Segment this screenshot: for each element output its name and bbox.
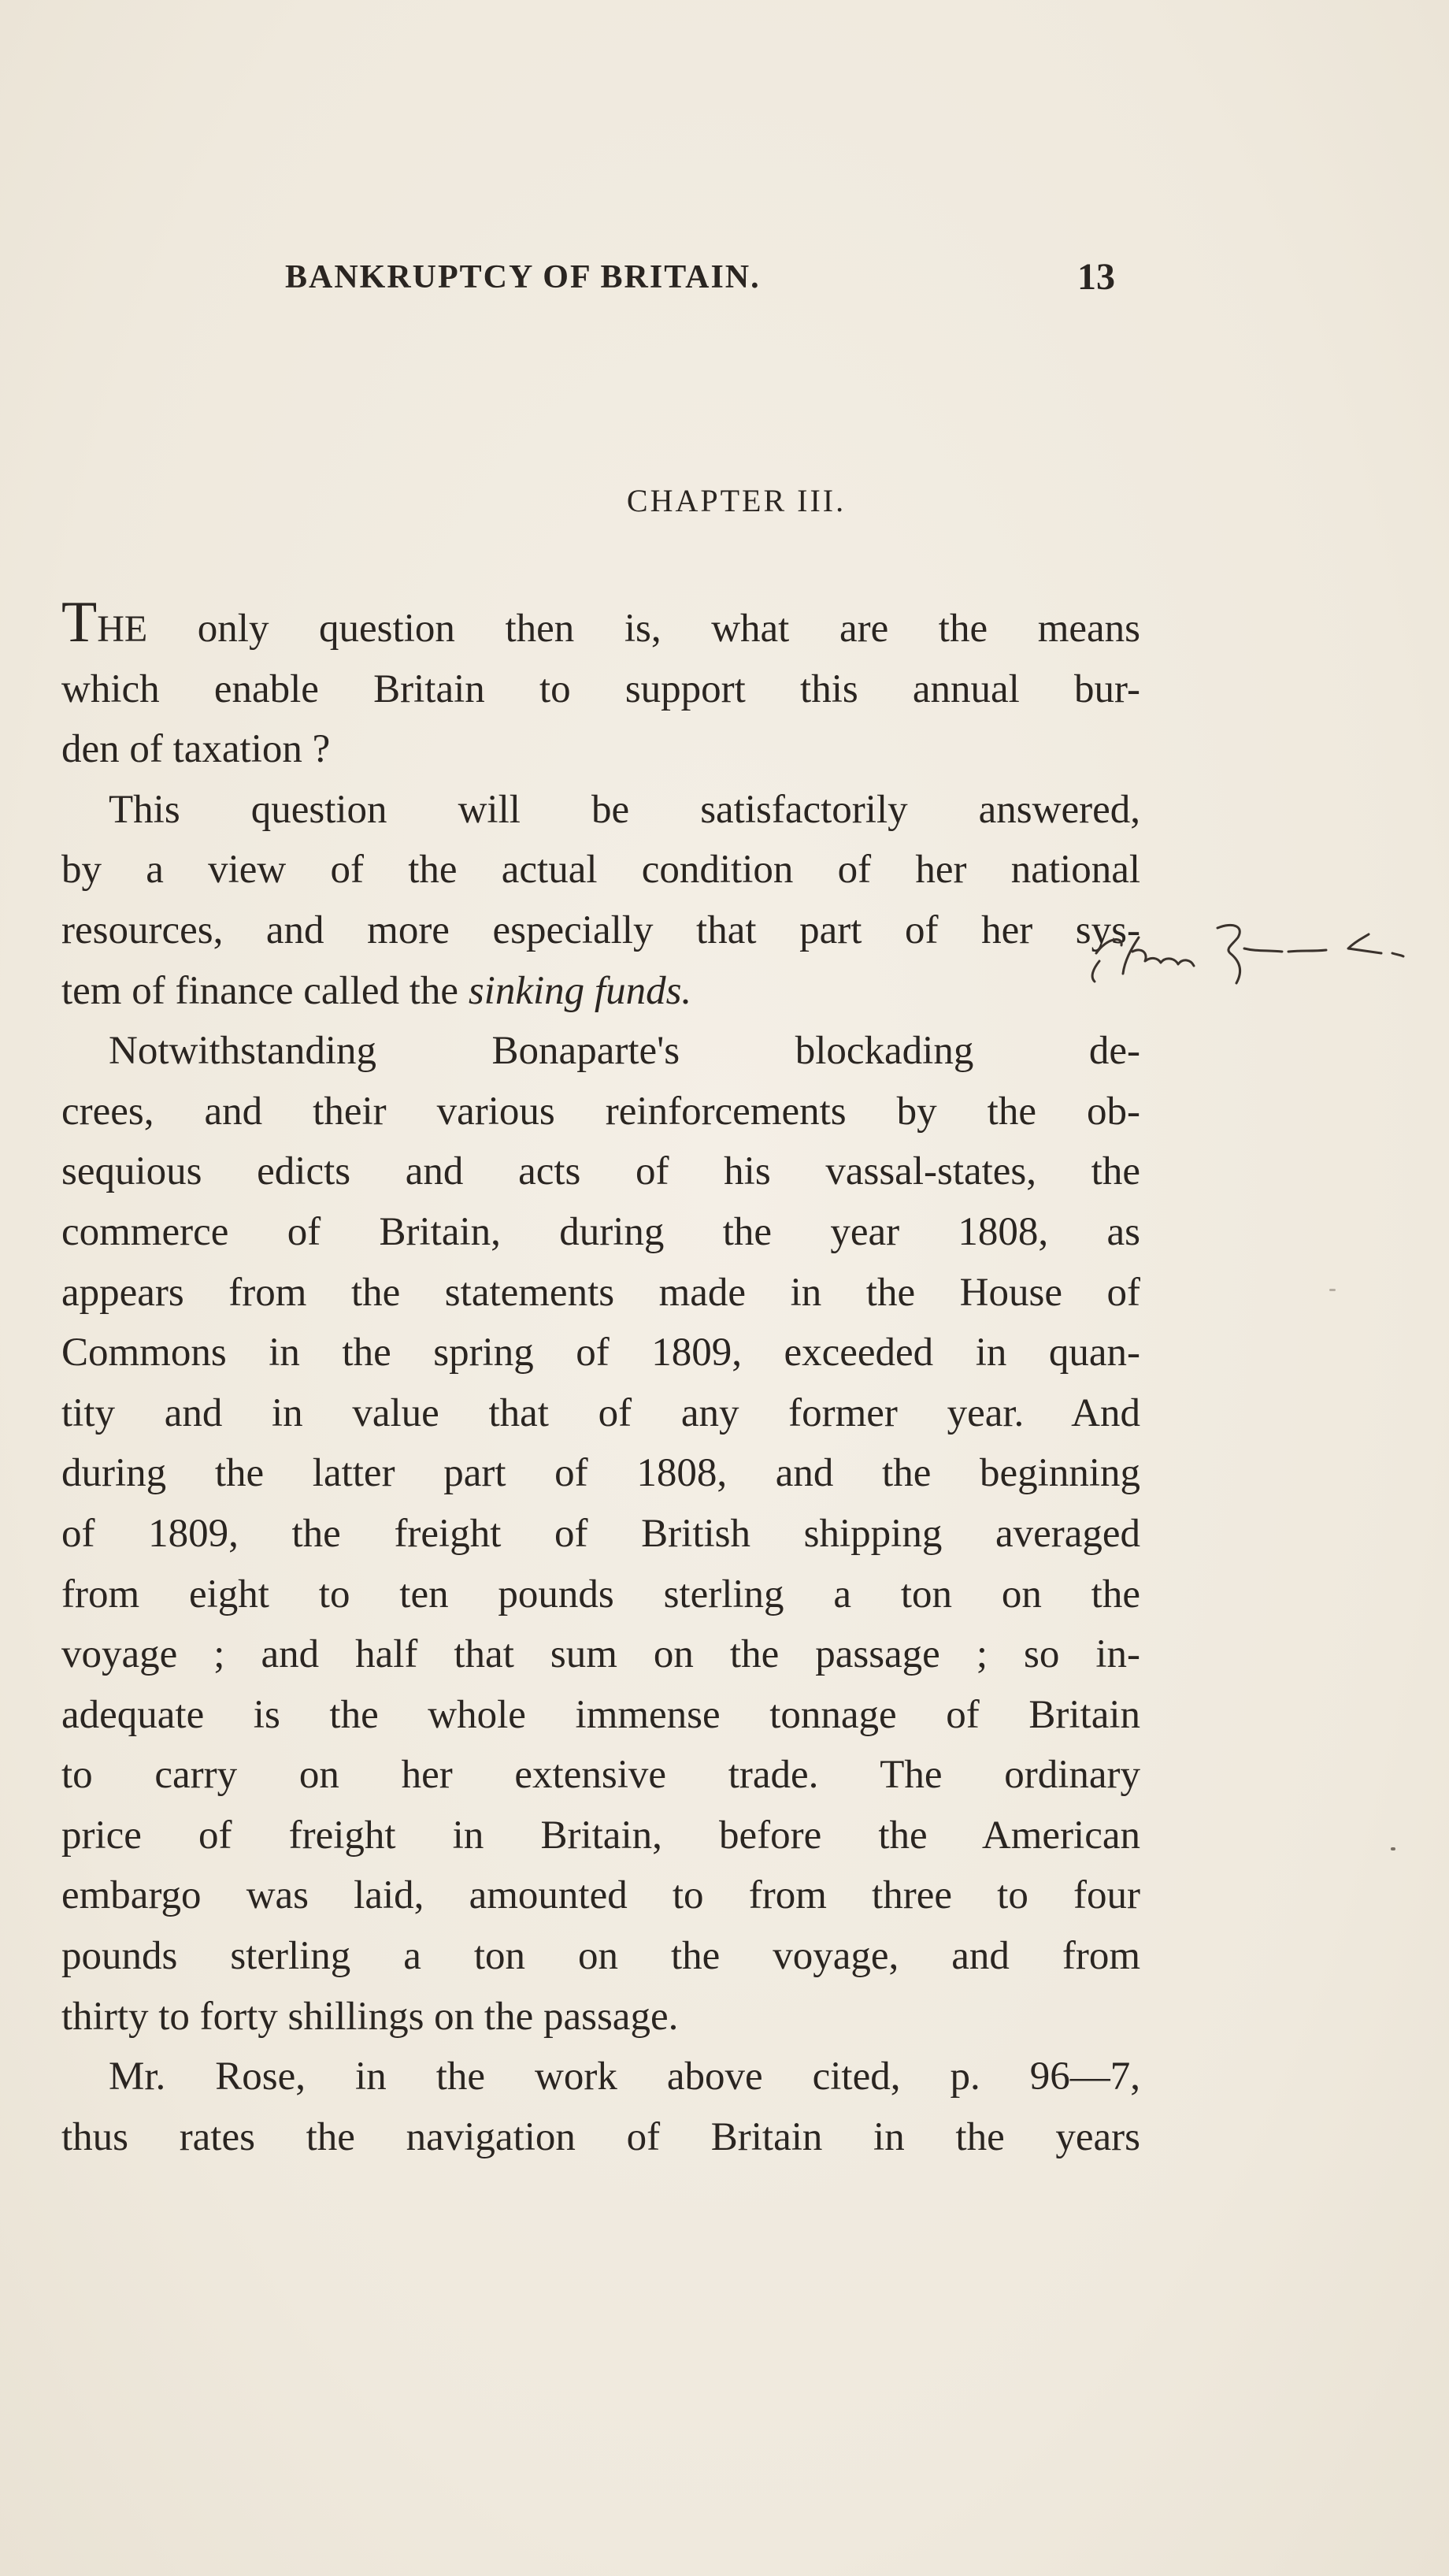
text-line-9: crees, and their various reinforcements by the ob- [61, 1089, 1140, 1134]
handwriting-scribble-icon [1076, 906, 1446, 993]
page-number: 13 [1077, 256, 1115, 298]
small-caps-word: HE [97, 608, 148, 650]
text-line-18: voyage ; and half that sum on the passage ; so in- [61, 1632, 1140, 1677]
text-line-23: pounds sterling a ton on the voyage, and from [61, 1934, 1140, 1979]
text-line-4: This question will be satisfactorily answered, [109, 787, 1140, 832]
text-line-1 [61, 590, 1140, 659]
text-line-13: Commons in the spring of 1809, exceeded in quan- [61, 1331, 1140, 1375]
body-text [61, 590, 1140, 2167]
line-1-rest: only question then is, what are the means [147, 607, 1140, 651]
text-line-11: commerce of Britain, during the year 1808, as [61, 1209, 1140, 1254]
text-line-6: resources, and more especially that part of her sys- [61, 908, 1140, 952]
paper-speck [1329, 1289, 1336, 1291]
text-line-14: tity and in value that of any former year. And [61, 1390, 1140, 1435]
text-line-10: sequious edicts and acts of his vassal-states, the [61, 1149, 1140, 1194]
text-line-19: adequate is the whole immense tonnage of Britain [61, 1692, 1140, 1737]
text-line-12: appears from the statements made in the House of [61, 1270, 1140, 1315]
text-line-16: of 1809, the freight of British shipping averaged [61, 1511, 1140, 1556]
text-line-2: which enable Britain to support this annual bur- [61, 666, 1140, 711]
text-line-5: by a view of the actual condition of her national [61, 848, 1140, 893]
running-title: BANKRUPTCY OF BRITAIN. [285, 259, 761, 295]
handwritten-margin-annotation [1076, 906, 1446, 993]
text-line-26: thus rates the navigation of Britain in the years [61, 2114, 1140, 2159]
text-line-20: to carry on her extensive trade. The ordinary [61, 1753, 1140, 1798]
running-head [0, 258, 1449, 306]
text-line-22: embargo was laid, amounted to from three to four [61, 1873, 1140, 1918]
text-line-8: Notwithstanding Bonaparte's blockading de- [109, 1029, 1140, 1074]
line-7-text: tem of finance called the [61, 968, 469, 1013]
text-line-15: during the latter part of 1808, and the beginning [61, 1451, 1140, 1496]
text-line-3: den of taxation ? [61, 727, 331, 772]
text-line-25: Mr. Rose, in the work above cited, p. 96—7, [109, 2054, 1140, 2099]
text-line-7 [61, 961, 1140, 1022]
chapter-heading: CHAPTER III. [626, 483, 847, 518]
drop-cap: T [61, 590, 98, 655]
sinking-funds-italic: sinking funds. [468, 968, 692, 1013]
text-line-24: thirty to forty shillings on the passage. [61, 1994, 679, 2039]
text-line-21: price of freight in Britain, before the American [61, 1813, 1140, 1858]
text-line-17: from eight to ten pounds sterling a ton on the [61, 1572, 1140, 1616]
paper-speck [1391, 1847, 1395, 1850]
